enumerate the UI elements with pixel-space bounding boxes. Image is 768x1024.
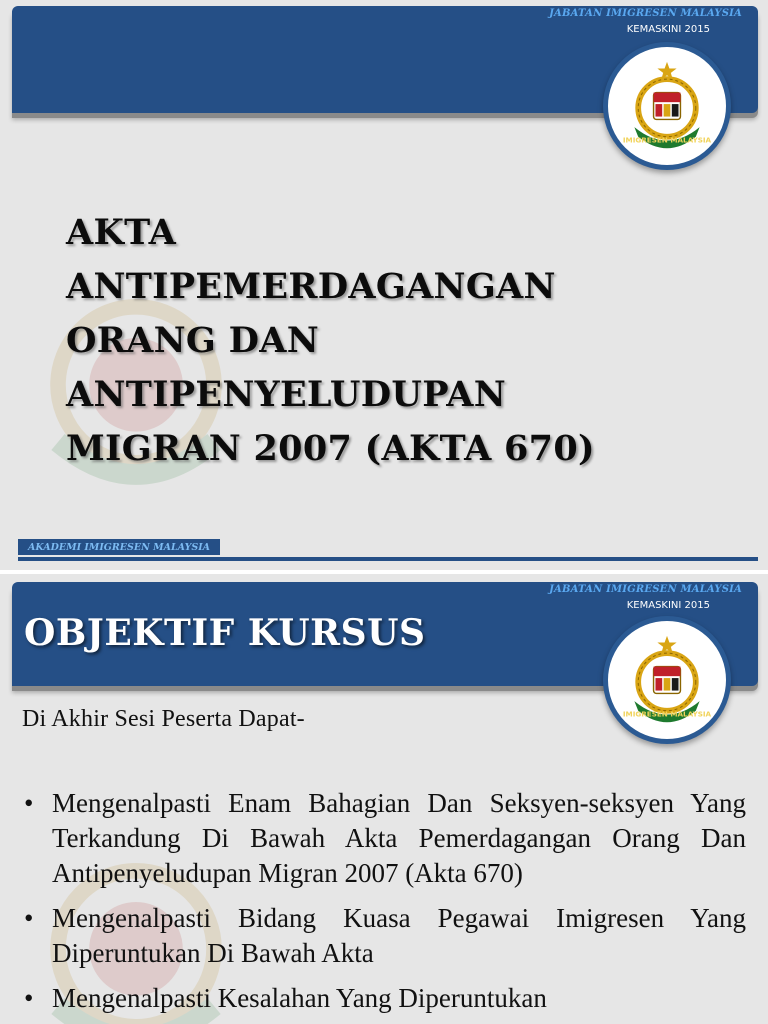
title-line: ORANG DAN <box>66 320 319 361</box>
list-item <box>22 981 746 1016</box>
immigration-logo <box>603 42 731 170</box>
title-line: MIGRAN 2007 (AKTA 670) <box>66 428 595 469</box>
bullet-marker: • <box>24 788 34 818</box>
logo-ribbon-text: IMIGRESEN MALAYSIA <box>622 709 712 719</box>
list-item <box>22 901 746 971</box>
slide-title: OBJEKTIF KURSUS <box>24 612 426 654</box>
objective-text: Mengenalpasti Enam Bahagian Dan Seksyen-seksyen Yang Terkandung Di Bawah Akta Pemerdagangan Orang Dan Antipenyeludupan Migran 2007 (Akta 670) <box>52 788 746 888</box>
update-label: KEMASKINI 2015 <box>626 24 710 35</box>
objective-text: Mengenalpasti Kesalahan Yang Diperuntukan <box>52 983 547 1013</box>
presentation-title <box>66 206 595 476</box>
immigration-emblem-icon <box>619 632 715 728</box>
title-line: AKTA <box>66 212 177 253</box>
objectives-intro: Di Akhir Sesi Peserta Dapat- <box>22 706 305 732</box>
logo-ribbon-text: IMIGRESEN MALAYSIA <box>622 135 712 145</box>
bullet-marker: • <box>24 983 34 1013</box>
list-item <box>22 786 746 891</box>
title-line: ANTIPEMERDAGANGAN <box>66 266 556 307</box>
agency-name: JABATAN IMIGRESEN MALAYSIA <box>549 584 742 595</box>
academy-footer-label: AKADEMI IMIGRESEN MALAYSIA <box>18 539 220 555</box>
footer-rule <box>18 557 758 561</box>
agency-name: JABATAN IMIGRESEN MALAYSIA <box>549 8 742 19</box>
immigration-emblem-icon <box>619 58 715 154</box>
bullet-marker: • <box>24 903 34 933</box>
immigration-logo <box>603 616 731 744</box>
objective-text: Mengenalpasti Bidang Kuasa Pegawai Imigresen Yang Diperuntukan Di Bawah Akta <box>52 903 746 968</box>
title-line: ANTIPENYELUDUPAN <box>66 374 507 415</box>
objectives-list <box>22 786 746 1024</box>
update-label: KEMASKINI 2015 <box>626 600 710 611</box>
objectives-slide <box>0 574 768 1024</box>
